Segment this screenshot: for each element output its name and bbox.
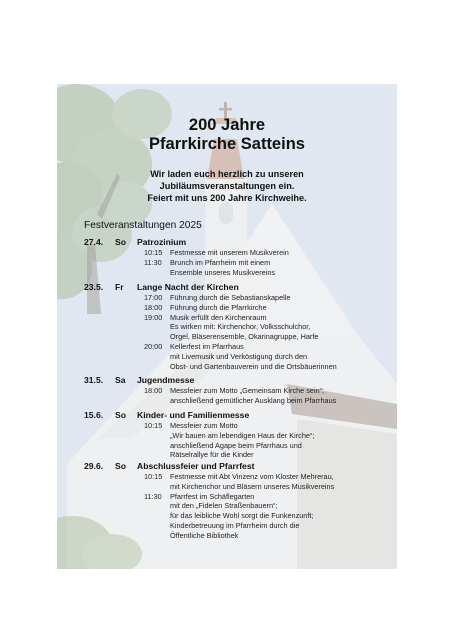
day-row-5	[84, 460, 374, 472]
event-text-continued: mit den „Fidelen Straßenbauern“;	[170, 501, 278, 511]
day-row-2	[84, 281, 374, 293]
event-time: 20:00	[144, 342, 163, 351]
day-weekday: So	[115, 461, 126, 471]
event-text-continued: Orgel, Bläserensemble, Okarinagruppe, Harfe	[170, 332, 319, 342]
event-text-continued: mit Livemusik und Verköstigung durch den	[170, 351, 308, 361]
invitation-line2: Jubiläumsveranstaltungen ein.	[159, 181, 295, 191]
event-text: Musik erfüllt den Kirchenraum	[170, 312, 267, 322]
event-time: 10:15	[144, 248, 163, 257]
day-date: 15.6.	[84, 410, 104, 420]
day-weekday: So	[115, 410, 126, 420]
day-row-1	[84, 236, 374, 248]
event-text-continued: Obst- und Gartenbauverein und die Ortsbäuerinnen	[170, 361, 337, 371]
event-text-continued: Öffentliche Bibliothek	[170, 530, 239, 540]
day-date: 31.5.	[84, 375, 104, 385]
section-heading: Festveranstaltungen 2025	[84, 220, 202, 231]
day-title: Jugendmesse	[137, 375, 195, 385]
day-weekday: Sa	[115, 375, 126, 385]
event-time: 19:00	[144, 312, 163, 322]
poster	[57, 84, 397, 569]
day-weekday: Fr	[115, 282, 124, 292]
event-text: Pfarrfest im Schäflegarten	[170, 491, 255, 501]
event-text-continued: mit Kirchenchor und Bläsern unseres Musikvereins	[170, 481, 335, 491]
day-weekday: So	[115, 237, 126, 247]
invitation-line3: Feiert mit uns 200 Jahre Kirchweihe.	[147, 193, 307, 203]
day-title: Lange Nacht der Kirchen	[137, 282, 239, 292]
event-time: 10:15	[144, 421, 163, 430]
poster-title-line2: Pfarrkirche Satteins	[149, 135, 305, 153]
invitation-line1: Wir laden euch herzlich zu unseren	[150, 169, 304, 179]
poster-title-line1: 200 Jahre	[188, 116, 266, 134]
day-date: 27.4.	[84, 237, 104, 247]
event-text-continued: anschließend gemütlicher Ausklang beim Pfarrhaus	[170, 395, 337, 405]
day-date: 29.6.	[84, 461, 104, 471]
event-time: 11:30	[144, 257, 162, 267]
event-time: 18:00	[144, 302, 163, 312]
poster-content	[57, 84, 397, 569]
event-time: 11:30	[144, 491, 162, 501]
event-text: Führung durch die Sebastianskapelle	[170, 293, 291, 302]
event-time: 17:00	[144, 293, 163, 302]
day-title: Abschlussfeier und Pfarrfest	[137, 461, 255, 471]
event-text-continued: für das leibliche Wohl sorgt die Funkenzunft;	[170, 511, 314, 521]
event-text: Messfeier zum Motto „Gemeinsam Kirche sein“;	[170, 386, 325, 395]
event-time: 18:00	[144, 386, 163, 395]
event-text-continued: Rätselrallye für die Kinder	[170, 450, 254, 460]
day-row-3	[84, 374, 374, 386]
event-text: Festmesse mit unserem Musikverein	[170, 248, 289, 257]
event-text: Festmesse mit Abt Vinzenz vom Kloster Mehrerau,	[170, 472, 334, 481]
day-title: Kinder- und Familienmesse	[137, 410, 250, 420]
event-text-continued: Es wirken mit: Kirchenchor, Volksschulchor,	[170, 322, 311, 332]
event-text: Führung durch die Pfarrkirche	[170, 302, 267, 312]
event-text-continued: anschließend Agape beim Pfarrhaus und	[170, 440, 302, 450]
day-date: 23.5.	[84, 282, 104, 292]
day-row-4	[84, 409, 374, 421]
day-title: Patrozinium	[137, 237, 187, 247]
event-text: Kellerfest im Pfarrhaus	[170, 342, 244, 351]
event-text-continued: „Wir bauen am lebendigen Haus der Kirche“;	[170, 430, 315, 440]
event-text: Brunch im Pfarrheim mit einem	[170, 257, 271, 267]
event-text-continued: Kinderbetreuung im Pfarrheim durch die	[170, 520, 300, 530]
event-time: 10:15	[144, 472, 163, 481]
event-text-continued: Ensemble unseres Musikvereins	[170, 267, 276, 277]
event-text: Messfeier zum Motto	[170, 421, 238, 430]
